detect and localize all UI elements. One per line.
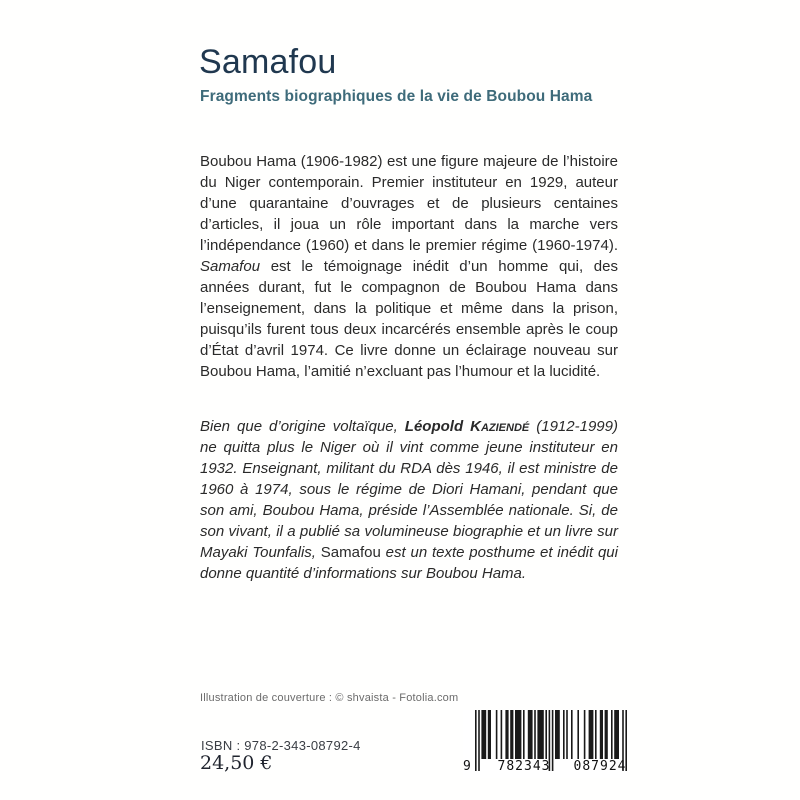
ean13-barcode <box>463 710 627 778</box>
barcode-digit-group1: 782343 <box>497 759 551 774</box>
isbn-label: ISBN : 978-2-343-08792-4 <box>201 738 361 753</box>
title-mention-upright: Samafou <box>320 544 381 561</box>
text-segment: Bien que d’origine voltaïque, <box>200 418 405 435</box>
author-first-name: Léopold <box>404 418 471 435</box>
synopsis-paragraph <box>200 151 618 382</box>
author-last-name: Kaziendé <box>470 418 530 435</box>
text-segment: est un texte posthume et inédit qui donne quantité d’informations sur Boubou Hama. <box>200 544 618 582</box>
author-note-paragraph <box>200 416 618 584</box>
barcode-digit-leading: 9 <box>463 759 472 774</box>
barcode-digit-group2: 087924 <box>573 759 627 774</box>
text-segment: est le témoignage inédit d’un homme qui, des années durant, fut le compagnon de Boubou Hama dans l’enseignement, dans la politique et même dans la prison, puisqu’ils furent tous deux incarcérés ensemble après le coup d’État d’avril 1974. Ce livre donne un éclairage nouveau sur Boubou Hama, l’amitié n’excluant pas l’humour et la lucidité. <box>200 258 618 380</box>
book-subtitle: Fragments biographiques de la vie de Boubou Hama <box>200 88 593 105</box>
title-mention-italic: Samafou <box>200 258 261 275</box>
text-segment: Boubou Hama (1906-1982) est une figure majeure de l’histoire du Niger contemporain. Premier instituteur en 1929, auteur d’une quarantaine d’ouvrages et de plusieurs centaines d’articles, il joua un rôle important dans la marche vers l’indépendance (1960) et dans le premier régime (1960-1974). <box>200 153 618 254</box>
text-segment: (1912-1999) ne quitta plus le Niger où il vint comme jeune instituteur en 1932. Enseignant, militant du RDA dès 1946, il est ministre de 1960 à 1974, sous le régime de Diori Hamani, pendant que son ami, Boubou Hama, préside l’Assemblée nationale. Si, de son vivant, il a publié sa volumineuse biographie et un livre sur Mayaki Tounfalis, <box>200 418 618 561</box>
cover-illustration-credit: Illustration de couverture : © shvaista - Fotolia.com <box>200 692 459 704</box>
book-title: Samafou <box>199 43 337 81</box>
price-label: 24,50 € <box>200 752 273 774</box>
